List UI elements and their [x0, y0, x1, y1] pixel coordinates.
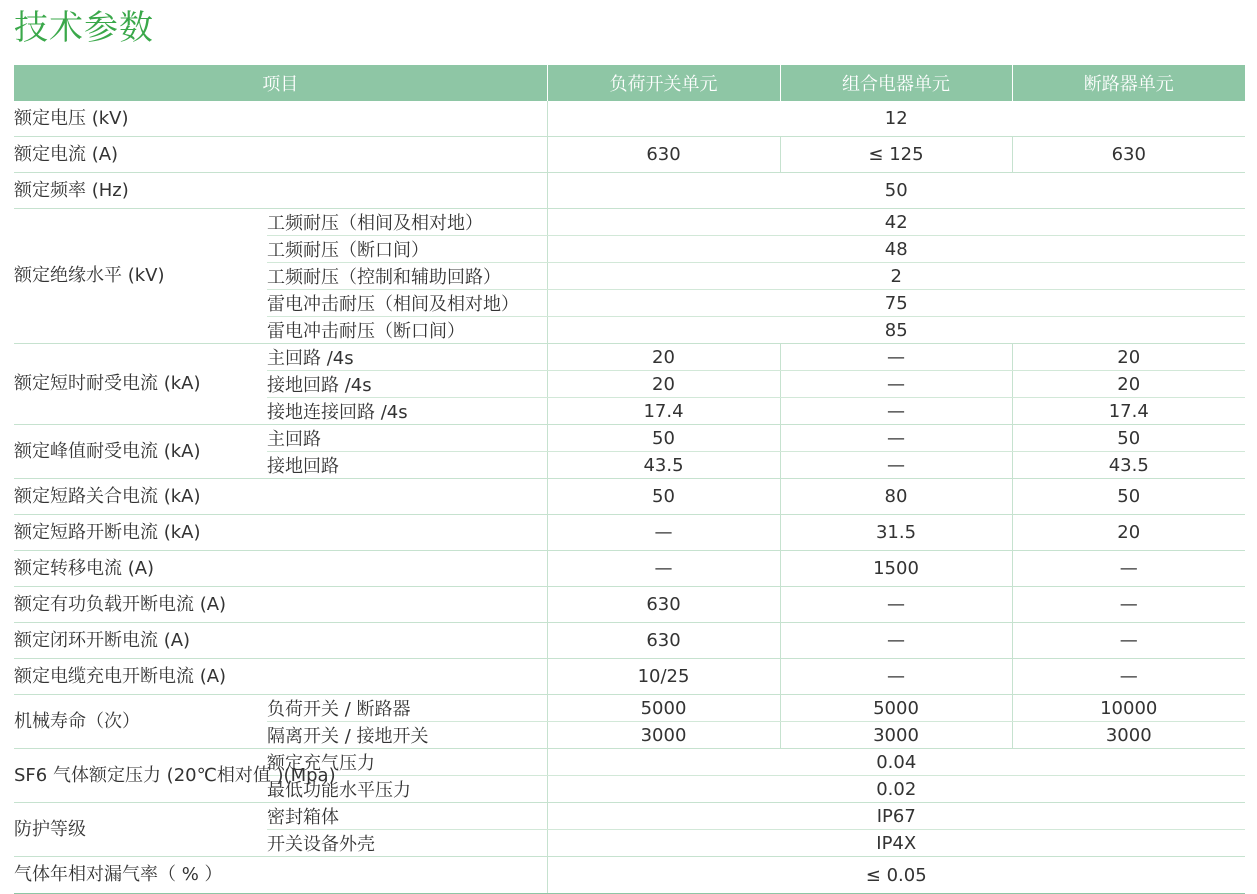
cell-value: 3000	[547, 722, 780, 749]
table-row	[14, 857, 1245, 894]
row-label: 额定电压 (kV)	[14, 101, 547, 137]
header-breaker-unit: 断路器单元	[1012, 65, 1245, 101]
cell-value: —	[547, 551, 780, 587]
row-sublabel: 额定充气压力	[267, 749, 547, 776]
cell-value: —	[780, 344, 1012, 371]
row-label: 额定电流 (A)	[14, 137, 547, 173]
row-sublabel: 接地回路 /4s	[267, 371, 547, 398]
cell-value: 43.5	[547, 452, 780, 479]
header-combined-unit: 组合电器单元	[780, 65, 1012, 101]
cell-value: —	[547, 515, 780, 551]
table-row	[14, 695, 1245, 722]
cell-value: 50	[547, 173, 1245, 209]
table-row	[14, 749, 1245, 776]
cell-value: —	[1012, 623, 1245, 659]
cell-value: 75	[547, 290, 1245, 317]
cell-value: 3000	[1012, 722, 1245, 749]
row-sublabel: 开关设备外壳	[267, 830, 547, 857]
row-label: 额定峰值耐受电流 (kA)	[14, 425, 267, 479]
cell-value: 50	[1012, 479, 1245, 515]
header-item: 项目	[14, 65, 547, 101]
table-row	[14, 209, 1245, 236]
cell-value: 17.4	[547, 398, 780, 425]
table-row	[14, 623, 1245, 659]
row-sublabel: 主回路 /4s	[267, 344, 547, 371]
row-label: 额定频率 (Hz)	[14, 173, 547, 209]
table-row	[14, 659, 1245, 695]
cell-value: 17.4	[1012, 398, 1245, 425]
cell-value: 10000	[1012, 695, 1245, 722]
header-load-switch-unit: 负荷开关单元	[547, 65, 780, 101]
cell-value: —	[780, 452, 1012, 479]
cell-value: 5000	[547, 695, 780, 722]
cell-value: 48	[547, 236, 1245, 263]
cell-value: 630	[547, 137, 780, 173]
table-header-row	[14, 65, 1245, 101]
cell-value: IP67	[547, 803, 1245, 830]
cell-value: 2	[547, 263, 1245, 290]
row-sublabel: 最低功能水平压力	[267, 776, 547, 803]
cell-value: 10/25	[547, 659, 780, 695]
row-label: 额定有功负载开断电流 (A)	[14, 587, 547, 623]
cell-value: 20	[1012, 344, 1245, 371]
table-row	[14, 173, 1245, 209]
row-label: 额定转移电流 (A)	[14, 551, 547, 587]
table-row	[14, 551, 1245, 587]
row-sublabel: 工频耐压（控制和辅助回路）	[267, 263, 547, 290]
cell-value: —	[780, 371, 1012, 398]
cell-value: ≤ 125	[780, 137, 1012, 173]
table-row	[14, 587, 1245, 623]
cell-value: 50	[1012, 425, 1245, 452]
row-sublabel: 雷电冲击耐压（相间及相对地）	[267, 290, 547, 317]
cell-value: —	[1012, 587, 1245, 623]
cell-value: 20	[547, 371, 780, 398]
row-label: 额定短路开断电流 (kA)	[14, 515, 547, 551]
row-label: 防护等级	[14, 803, 267, 857]
cell-value: 1500	[780, 551, 1012, 587]
cell-value: 50	[547, 425, 780, 452]
row-label: 额定短时耐受电流 (kA)	[14, 344, 267, 425]
page-title: 技术参数	[14, 8, 154, 48]
row-sublabel: 工频耐压（相间及相对地）	[267, 209, 547, 236]
cell-value: 3000	[780, 722, 1012, 749]
row-label: 气体年相对漏气率（ % ）	[14, 857, 547, 894]
cell-value: 50	[547, 479, 780, 515]
row-sublabel: 主回路	[267, 425, 547, 452]
cell-value: 12	[547, 101, 1245, 137]
row-label: 额定绝缘水平 (kV)	[14, 209, 267, 344]
table-row	[14, 137, 1245, 173]
cell-value: 20	[1012, 371, 1245, 398]
cell-value: 0.02	[547, 776, 1245, 803]
row-sublabel: 接地连接回路 /4s	[267, 398, 547, 425]
table-row	[14, 479, 1245, 515]
technical-parameters-table	[14, 65, 1245, 894]
cell-value: —	[780, 659, 1012, 695]
cell-value: 630	[547, 587, 780, 623]
row-label: 额定短路关合电流 (kA)	[14, 479, 547, 515]
cell-value: 5000	[780, 695, 1012, 722]
row-label: SF6 气体额定压力 (20℃相对值 )(Mpa)	[14, 749, 267, 803]
cell-value: 31.5	[780, 515, 1012, 551]
row-sublabel: 隔离开关 / 接地开关	[267, 722, 547, 749]
cell-value: 85	[547, 317, 1245, 344]
cell-value: 43.5	[1012, 452, 1245, 479]
cell-value: 630	[547, 623, 780, 659]
cell-value: IP4X	[547, 830, 1245, 857]
table-row	[14, 803, 1245, 830]
cell-value: 630	[1012, 137, 1245, 173]
cell-value: —	[780, 398, 1012, 425]
table-row	[14, 344, 1245, 371]
row-sublabel: 工频耐压（断口间）	[267, 236, 547, 263]
cell-value: 42	[547, 209, 1245, 236]
cell-value: —	[780, 587, 1012, 623]
row-label: 额定电缆充电开断电流 (A)	[14, 659, 547, 695]
row-label: 机械寿命（次）	[14, 695, 267, 749]
cell-value: —	[780, 425, 1012, 452]
table-row	[14, 425, 1245, 452]
row-sublabel: 接地回路	[267, 452, 547, 479]
table-row	[14, 515, 1245, 551]
cell-value: —	[1012, 551, 1245, 587]
cell-value: ≤ 0.05	[547, 857, 1245, 894]
cell-value: 20	[547, 344, 780, 371]
row-sublabel: 负荷开关 / 断路器	[267, 695, 547, 722]
cell-value: —	[780, 623, 1012, 659]
cell-value: 20	[1012, 515, 1245, 551]
cell-value: 80	[780, 479, 1012, 515]
cell-value: 0.04	[547, 749, 1245, 776]
table-row	[14, 101, 1245, 137]
cell-value: —	[1012, 659, 1245, 695]
row-label: 额定闭环开断电流 (A)	[14, 623, 547, 659]
row-sublabel: 雷电冲击耐压（断口间）	[267, 317, 547, 344]
row-sublabel: 密封箱体	[267, 803, 547, 830]
